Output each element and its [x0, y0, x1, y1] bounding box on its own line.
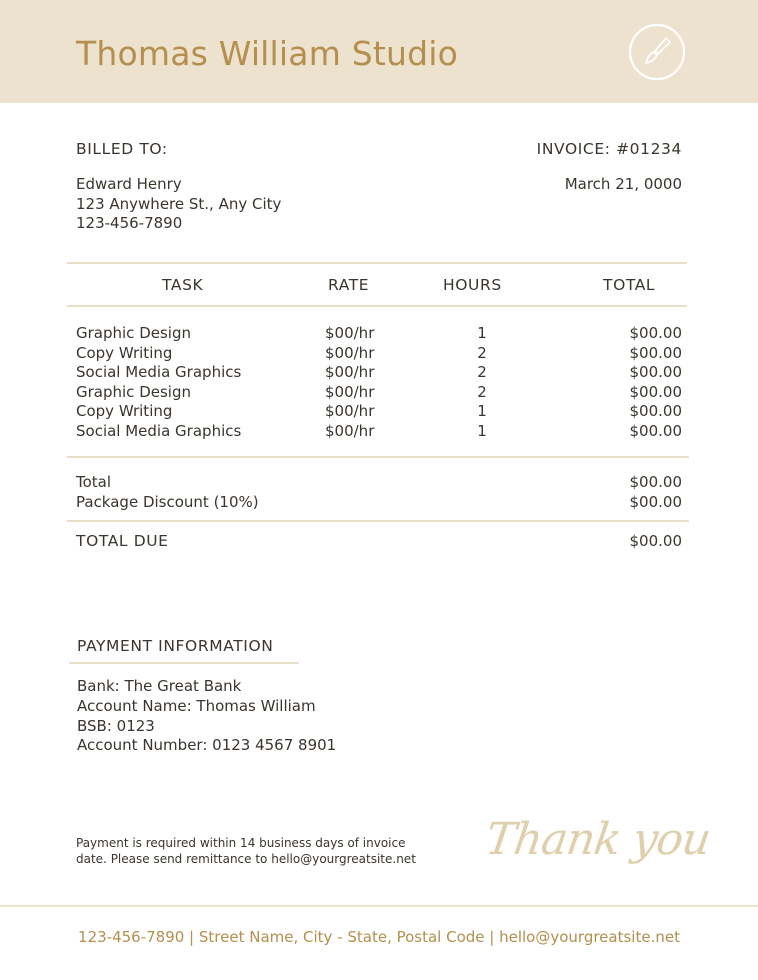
hours-cell: 1 — [477, 402, 487, 421]
paintbrush-icon — [628, 23, 686, 81]
total-cell: $00.00 — [629, 324, 682, 342]
hours-cell: 2 — [477, 382, 487, 401]
client-phone: 123-456-7890 — [76, 214, 183, 232]
table-row — [0, 402, 758, 422]
payment-bank: Bank: The Great Bank — [77, 677, 242, 695]
studio-name: Thomas William Studio — [76, 34, 459, 73]
table-row — [0, 383, 758, 403]
table-row — [0, 344, 758, 364]
summary-rule — [67, 520, 689, 522]
rate-cell: $00/hr — [325, 422, 375, 440]
payment-account-name: Account Name: Thomas William — [77, 697, 316, 715]
subtotal-label: Total — [76, 473, 112, 491]
hours-cell: 2 — [477, 363, 487, 382]
table-row — [0, 363, 758, 383]
task-cell: Graphic Design — [76, 382, 191, 401]
payment-rule — [69, 662, 299, 664]
footer-contact: 123-456-7890 | Street Name, City - State, Postal Code | hello@yourgreatsite.net — [78, 928, 680, 946]
client-name: Edward Henry — [76, 175, 182, 193]
hours-cell: 1 — [477, 422, 487, 440]
discount-label: Package Discount (10%) — [76, 493, 259, 511]
total-cell: $00.00 — [629, 343, 682, 362]
table-header-rule — [67, 305, 687, 307]
hours-cell: 1 — [477, 324, 487, 342]
hours-cell: 2 — [477, 343, 487, 362]
header-hours: HOURS — [443, 276, 502, 294]
discount-value: $00.00 — [629, 493, 682, 511]
task-cell: Social Media Graphics — [76, 422, 242, 440]
header-total: TOTAL — [603, 276, 656, 294]
payment-bsb: BSB: 0123 — [77, 716, 155, 735]
rate-cell: $00/hr — [325, 402, 375, 421]
table-row — [0, 422, 758, 442]
total-due-label: TOTAL DUE — [76, 532, 169, 550]
rate-cell: $00/hr — [325, 343, 375, 362]
invoice-number: INVOICE: #01234 — [536, 140, 682, 158]
payment-account-number: Account Number: 0123 4567 8901 — [77, 736, 337, 754]
total-cell: $00.00 — [629, 402, 682, 421]
table-top-rule — [67, 262, 687, 264]
rate-cell: $00/hr — [325, 363, 375, 382]
total-cell: $00.00 — [629, 363, 682, 382]
payment-note-line2: date. Please send remittance to hello@yourgreatsite.net — [76, 852, 416, 866]
payment-heading: PAYMENT INFORMATION — [77, 637, 274, 655]
subtotal-value: $00.00 — [629, 473, 682, 491]
task-cell: Copy Writing — [76, 343, 173, 362]
footer-rule — [0, 905, 758, 907]
total-due-value: $00.00 — [629, 532, 682, 550]
client-address: 123 Anywhere St., Any City — [76, 194, 282, 213]
header-rate: RATE — [328, 276, 370, 294]
task-cell: Graphic Design — [76, 324, 191, 342]
task-cell: Copy Writing — [76, 402, 173, 421]
table-bottom-rule — [67, 456, 689, 458]
rate-cell: $00/hr — [325, 382, 375, 401]
header-task: TASK — [162, 276, 204, 294]
rate-cell: $00/hr — [325, 324, 375, 342]
payment-note-line1: Payment is required within 14 business days of invoice — [76, 836, 406, 850]
invoice-date: March 21, 0000 — [564, 175, 682, 193]
payment-note — [76, 835, 416, 867]
total-cell: $00.00 — [629, 382, 682, 401]
table-row — [0, 324, 758, 344]
billed-to-label: BILLED TO: — [76, 140, 168, 158]
total-cell: $00.00 — [629, 422, 682, 440]
task-cell: Social Media Graphics — [76, 363, 242, 382]
thank-you-signature: Thank you — [482, 814, 714, 865]
